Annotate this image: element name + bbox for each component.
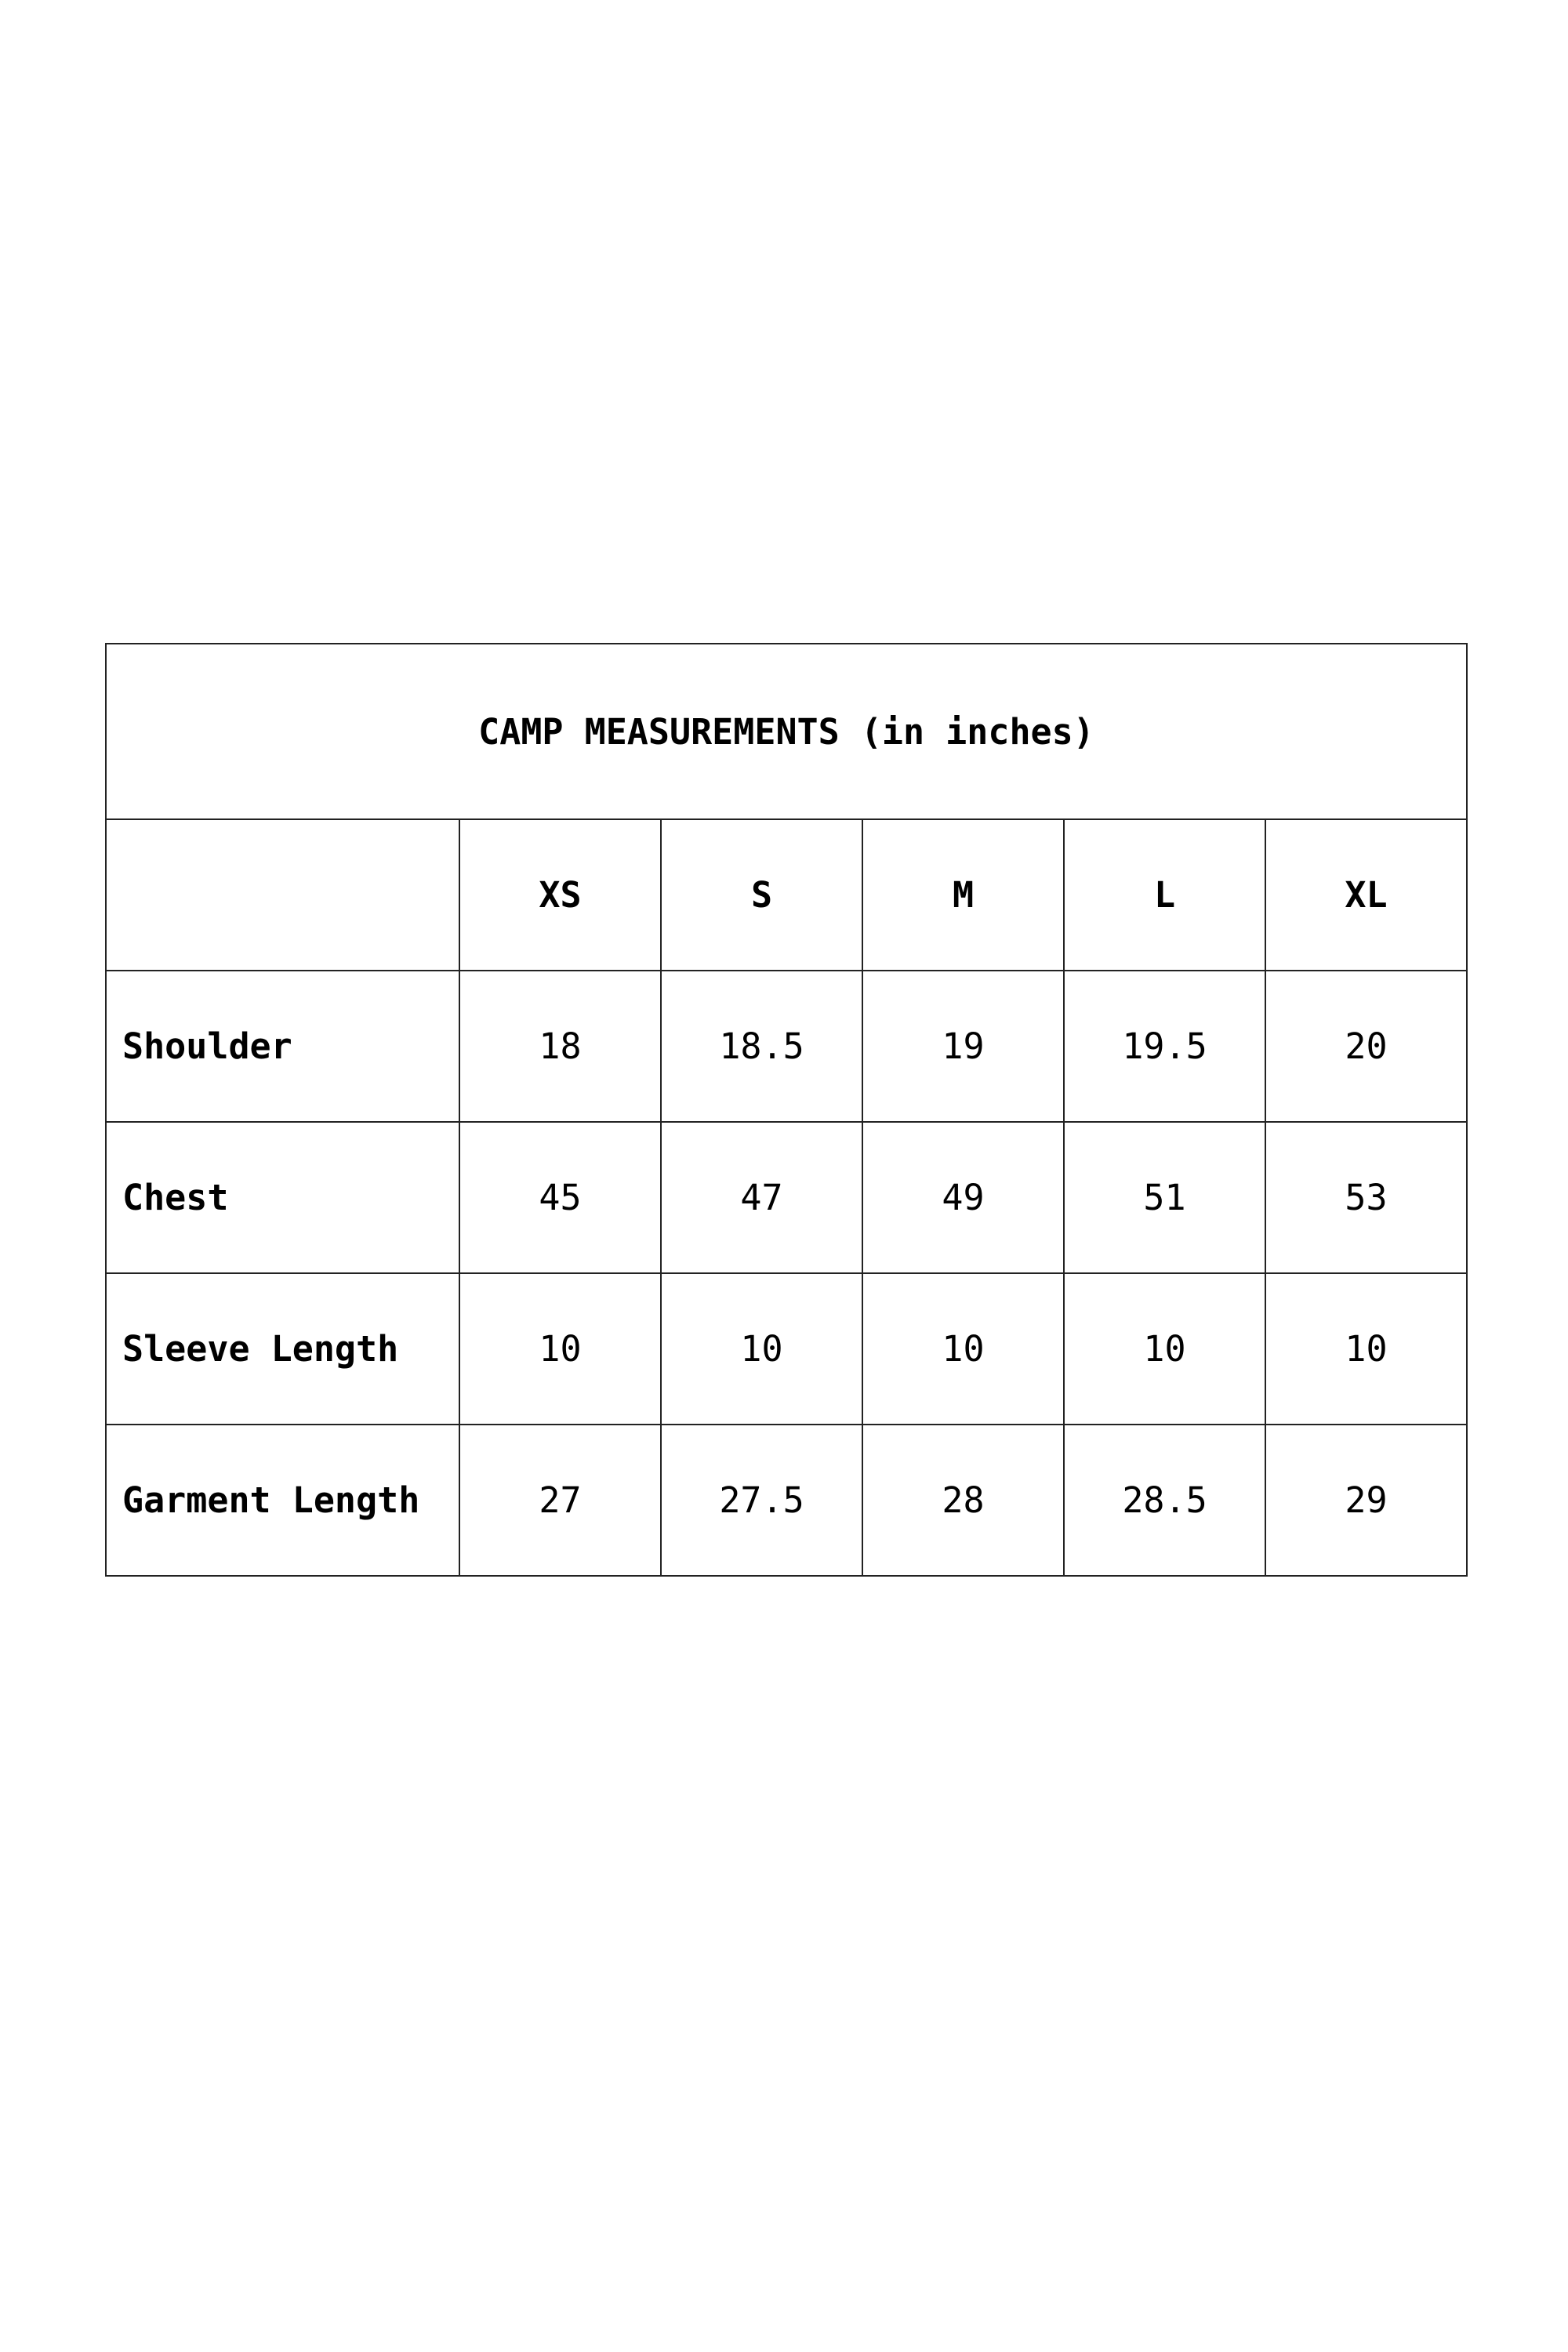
table-row [106,1122,1467,1273]
table-cell: 49 [862,1122,1064,1273]
table-cell: 28 [862,1425,1064,1576]
table-cell: 51 [1064,1122,1265,1273]
size-header-l: L [1064,819,1265,971]
table-title: CAMP MEASUREMENTS (in inches) [106,644,1467,819]
table-row [106,1425,1467,1576]
size-header-s: S [661,819,862,971]
row-label-garment-length: Garment Length [106,1425,459,1576]
table-cell: 19.5 [1064,971,1265,1122]
table-row [106,971,1467,1122]
table-cell: 10 [1064,1273,1265,1425]
header-empty-cell [106,819,459,971]
table-cell: 45 [459,1122,661,1273]
table-cell: 53 [1265,1122,1467,1273]
table-row [106,1273,1467,1425]
table-cell: 18 [459,971,661,1122]
table-cell: 10 [459,1273,661,1425]
size-chart-table [105,643,1468,1577]
table-cell: 28.5 [1064,1425,1265,1576]
table-cell: 18.5 [661,971,862,1122]
table-cell: 10 [862,1273,1064,1425]
table-cell: 29 [1265,1425,1467,1576]
table-cell: 27.5 [661,1425,862,1576]
size-header-m: M [862,819,1064,971]
size-header-xs: XS [459,819,661,971]
table-cell: 10 [1265,1273,1467,1425]
row-label-chest: Chest [106,1122,459,1273]
table-cell: 10 [661,1273,862,1425]
size-header-xl: XL [1265,819,1467,971]
header-row [106,819,1467,971]
row-label-sleeve-length: Sleeve Length [106,1273,459,1425]
table-cell: 27 [459,1425,661,1576]
title-row [106,644,1467,819]
row-label-shoulder: Shoulder [106,971,459,1122]
table-cell: 20 [1265,971,1467,1122]
table-cell: 47 [661,1122,862,1273]
table-cell: 19 [862,971,1064,1122]
